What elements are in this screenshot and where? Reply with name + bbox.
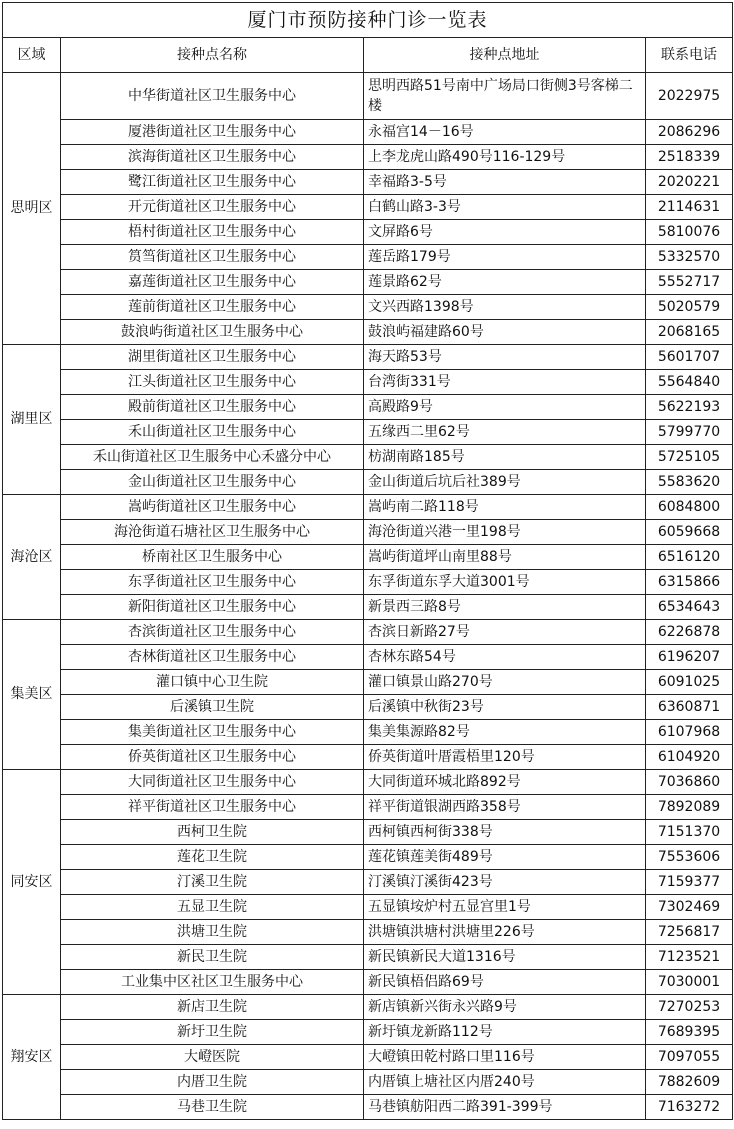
clinic-address-cell: 海沧街道兴港一里198号 [364,520,646,545]
table-row [3,945,733,970]
table-row [3,570,733,595]
table-row [3,595,733,620]
clinic-name-cell: 嘉莲街道社区卫生服务中心 [61,270,364,295]
clinic-address-cell: 杏林东路54号 [364,645,646,670]
clinic-address-cell: 祥平街道银湖西路358号 [364,795,646,820]
table-row [3,73,733,120]
clinic-phone-cell: 6360871 [646,695,733,720]
clinic-name-cell: 新民卫生院 [61,945,364,970]
table-row [3,645,733,670]
clinic-address-cell: 内厝镇上塘社区内厝240号 [364,1070,646,1095]
clinic-phone-cell: 2086296 [646,120,733,145]
clinic-name-cell: 禾山街道社区卫生服务中心禾盛分中心 [61,445,364,470]
table-row [3,445,733,470]
clinic-phone-cell: 7892089 [646,795,733,820]
table-row [3,745,733,770]
clinic-address-cell: 文屏路6号 [364,220,646,245]
clinic-name-cell: 祥平街道社区卫生服务中心 [61,795,364,820]
clinic-phone-cell: 6084800 [646,495,733,520]
clinic-phone-cell: 6107968 [646,720,733,745]
clinic-phone-cell: 2020221 [646,170,733,195]
table-row [3,1045,733,1070]
district-cell: 集美区 [3,620,61,770]
clinic-address-cell: 新民镇梧侣路69号 [364,970,646,995]
clinic-name-cell: 西柯卫生院 [61,820,364,845]
clinic-phone-cell: 7159377 [646,870,733,895]
table-row [3,720,733,745]
clinic-address-cell: 莲景路62号 [364,270,646,295]
clinic-phone-cell: 7097055 [646,1045,733,1070]
clinic-address-cell: 新圩镇龙新路112号 [364,1020,646,1045]
clinic-address-cell: 杏滨日新路27号 [364,620,646,645]
table-row [3,520,733,545]
clinic-address-cell: 金山街道后坑后社389号 [364,470,646,495]
clinic-phone-cell: 5622193 [646,395,733,420]
table-row [3,220,733,245]
table-row [3,495,733,520]
clinic-address-cell: 西柯镇西柯街338号 [364,820,646,845]
table-row [3,1020,733,1045]
clinic-phone-cell: 7882609 [646,1070,733,1095]
clinic-phone-cell: 5020579 [646,295,733,320]
clinic-phone-cell: 5583620 [646,470,733,495]
clinic-address-cell: 灌口镇景山路270号 [364,670,646,695]
clinic-address-cell: 幸福路3-5号 [364,170,646,195]
clinic-name-cell: 大嶝医院 [61,1045,364,1070]
table-row [3,395,733,420]
clinic-name-cell: 内厝卫生院 [61,1070,364,1095]
clinic-phone-cell: 7151370 [646,820,733,845]
clinic-name-cell: 莲花卫生院 [61,845,364,870]
table-row [3,170,733,195]
header-name: 接种点名称 [61,38,364,73]
clinic-name-cell: 中华街道社区卫生服务中心 [61,73,364,120]
clinic-name-cell: 新阳街道社区卫生服务中心 [61,595,364,620]
clinic-address-cell: 莲岳路179号 [364,245,646,270]
clinic-name-cell: 新圩卫生院 [61,1020,364,1045]
table-row [3,770,733,795]
header-address: 接种点地址 [364,38,646,73]
clinic-address-cell: 洪塘镇洪塘村洪塘里226号 [364,920,646,945]
clinic-name-cell: 马巷卫生院 [61,1095,364,1120]
table-row [3,670,733,695]
clinic-name-cell: 新店卫生院 [61,995,364,1020]
clinic-phone-cell: 5799770 [646,420,733,445]
clinic-name-cell: 禾山街道社区卫生服务中心 [61,420,364,445]
clinic-phone-cell: 6091025 [646,670,733,695]
table-row [3,620,733,645]
clinic-phone-cell: 7270253 [646,995,733,1020]
clinic-name-cell: 侨英街道社区卫生服务中心 [61,745,364,770]
page-title: 厦门市预防接种门诊一览表 [3,3,733,38]
table-row [3,995,733,1020]
table-row [3,795,733,820]
table-row [3,470,733,495]
clinic-phone-cell: 7302469 [646,895,733,920]
clinic-phone-cell: 2518339 [646,145,733,170]
clinic-address-cell: 台湾街331号 [364,370,646,395]
clinic-address-cell: 思明西路51号南中广场局口街侧3号客梯二楼 [364,73,646,120]
clinic-phone-cell: 6059668 [646,520,733,545]
clinic-address-cell: 五缘西二里62号 [364,420,646,445]
clinic-name-cell: 梧村街道社区卫生服务中心 [61,220,364,245]
clinic-address-cell: 汀溪镇汀溪街423号 [364,870,646,895]
district-cell: 海沧区 [3,495,61,620]
clinic-phone-cell: 6196207 [646,645,733,670]
table-header [3,38,733,73]
clinic-name-cell: 东孚街道社区卫生服务中心 [61,570,364,595]
clinic-phone-cell: 2114631 [646,195,733,220]
vaccination-clinic-sheet [2,2,732,1120]
clinic-address-cell: 枋湖南路185号 [364,445,646,470]
clinic-address-cell: 莲花镇莲美街489号 [364,845,646,870]
clinic-address-cell: 五显镇垵炉村五显宫里1号 [364,895,646,920]
clinic-phone-cell: 6534643 [646,595,733,620]
clinic-address-cell: 新店镇新兴街永兴路9号 [364,995,646,1020]
table-row [3,245,733,270]
clinic-phone-cell: 5810076 [646,220,733,245]
district-cell: 翔安区 [3,995,61,1120]
clinic-name-cell: 集美街道社区卫生服务中心 [61,720,364,745]
clinic-phone-cell: 5332570 [646,245,733,270]
clinic-address-cell: 嵩屿街道坪山南里88号 [364,545,646,570]
clinic-phone-cell: 6315866 [646,570,733,595]
clinic-phone-cell: 7256817 [646,920,733,945]
clinic-address-cell: 大同街道环城北路892号 [364,770,646,795]
clinic-phone-cell: 6226878 [646,620,733,645]
clinic-name-cell: 嵩屿街道社区卫生服务中心 [61,495,364,520]
clinic-name-cell: 洪塘卫生院 [61,920,364,945]
clinic-name-cell: 莲前街道社区卫生服务中心 [61,295,364,320]
clinic-name-cell: 杏滨街道社区卫生服务中心 [61,620,364,645]
table-row [3,420,733,445]
table-row [3,195,733,220]
table-row [3,370,733,395]
clinic-phone-cell: 2068165 [646,320,733,345]
clinic-address-cell: 新民镇新民大道1316号 [364,945,646,970]
clinic-address-cell: 东孚街道东孚大道3001号 [364,570,646,595]
table-row [3,845,733,870]
table-row [3,345,733,370]
clinic-name-cell: 五显卫生院 [61,895,364,920]
clinic-address-cell: 文兴西路1398号 [364,295,646,320]
table-row [3,895,733,920]
clinic-phone-cell: 5552717 [646,270,733,295]
clinic-name-cell: 工业集中区社区卫生服务中心 [61,970,364,995]
table-row [3,870,733,895]
clinic-name-cell: 桥南社区卫生服务中心 [61,545,364,570]
clinic-phone-cell: 5725105 [646,445,733,470]
table-row [3,970,733,995]
district-cell: 同安区 [3,770,61,995]
clinic-name-cell: 江头街道社区卫生服务中心 [61,370,364,395]
clinic-phone-cell: 2022975 [646,73,733,120]
clinic-phone-cell: 5601707 [646,345,733,370]
clinic-address-cell: 大嶝镇田乾村路口里116号 [364,1045,646,1070]
clinic-name-cell: 后溪镇卫生院 [61,695,364,720]
clinic-table [2,2,733,1120]
table-row [3,1095,733,1120]
table-row [3,270,733,295]
clinic-address-cell: 马巷镇舫阳西二路391-399号 [364,1095,646,1120]
clinic-address-cell: 高殿路9号 [364,395,646,420]
table-row [3,295,733,320]
clinic-address-cell: 侨英街道叶厝霞梧里120号 [364,745,646,770]
clinic-address-cell: 上李龙虎山路490号116-129号 [364,145,646,170]
clinic-name-cell: 鹭江街道社区卫生服务中心 [61,170,364,195]
table-row [3,120,733,145]
clinic-phone-cell: 6516120 [646,545,733,570]
clinic-name-cell: 杏林街道社区卫生服务中心 [61,645,364,670]
clinic-address-cell: 海天路53号 [364,345,646,370]
clinic-phone-cell: 5564840 [646,370,733,395]
header-district: 区域 [3,38,61,73]
table-row [3,695,733,720]
clinic-name-cell: 鼓浪屿街道社区卫生服务中心 [61,320,364,345]
clinic-name-cell: 海沧街道石塘社区卫生服务中心 [61,520,364,545]
table-row [3,145,733,170]
table-row [3,820,733,845]
table-row [3,1070,733,1095]
clinic-address-cell: 嵩屿南二路118号 [364,495,646,520]
clinic-phone-cell: 7163272 [646,1095,733,1120]
clinic-name-cell: 灌口镇中心卫生院 [61,670,364,695]
clinic-phone-cell: 7036860 [646,770,733,795]
clinic-name-cell: 汀溪卫生院 [61,870,364,895]
clinic-phone-cell: 7553606 [646,845,733,870]
clinic-name-cell: 筼筜街道社区卫生服务中心 [61,245,364,270]
clinic-address-cell: 白鹤山路3-3号 [364,195,646,220]
table-row [3,920,733,945]
district-cell: 思明区 [3,73,61,345]
clinic-address-cell: 鼓浪屿福建路60号 [364,320,646,345]
clinic-address-cell: 永福宫14－16号 [364,120,646,145]
clinic-name-cell: 厦港街道社区卫生服务中心 [61,120,364,145]
table-row [3,545,733,570]
district-cell: 湖里区 [3,345,61,495]
clinic-phone-cell: 7030001 [646,970,733,995]
clinic-name-cell: 湖里街道社区卫生服务中心 [61,345,364,370]
header-phone: 联系电话 [646,38,733,73]
clinic-phone-cell: 7689395 [646,1020,733,1045]
table-row [3,320,733,345]
clinic-phone-cell: 7123521 [646,945,733,970]
clinic-name-cell: 金山街道社区卫生服务中心 [61,470,364,495]
clinic-address-cell: 集美集源路82号 [364,720,646,745]
clinic-name-cell: 滨海街道社区卫生服务中心 [61,145,364,170]
clinic-phone-cell: 6104920 [646,745,733,770]
clinic-address-cell: 新景西三路8号 [364,595,646,620]
clinic-name-cell: 开元街道社区卫生服务中心 [61,195,364,220]
clinic-name-cell: 殿前街道社区卫生服务中心 [61,395,364,420]
clinic-address-cell: 后溪镇中秋街23号 [364,695,646,720]
clinic-name-cell: 大同街道社区卫生服务中心 [61,770,364,795]
